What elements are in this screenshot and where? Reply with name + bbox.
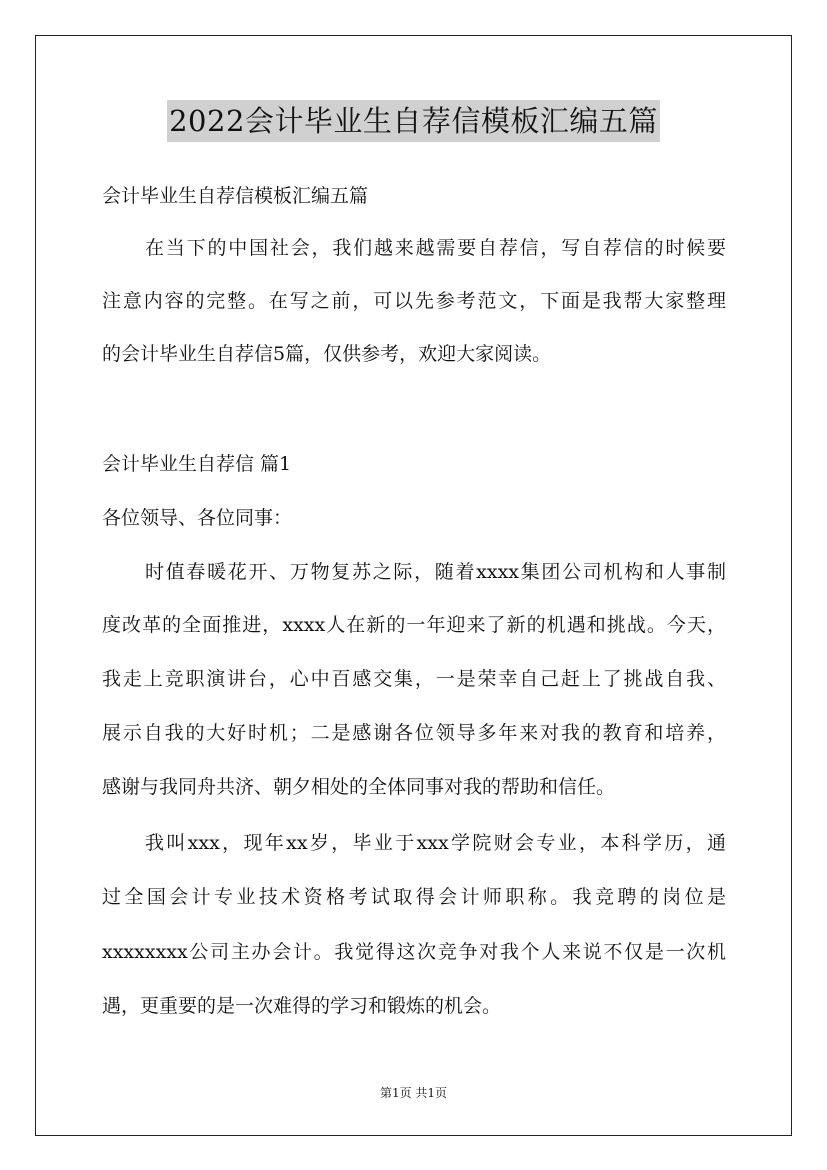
paragraph2-line-3: xxxxxxxx公司主办会计。我觉得这次竞争对我个人来说不仅是一次机 [102, 941, 726, 963]
paragraph1-line-2: 度改革的全面推进，xxxx人在新的一年迎来了新的机遇和挑战。今天， [102, 614, 726, 636]
page-footer: 第1页 共1页 [379, 1086, 448, 1100]
document-subtitle: 会计毕业生自荐信模板汇编五篇 [102, 185, 369, 207]
paragraph1-line-4: 展示自我的大好时机；二是感谢各位领导多年来对我的教育和培养， [102, 722, 726, 744]
paragraph1-line-5: 感谢与我同舟共济、朝夕相处的全体同事对我的帮助和信任。 [102, 776, 616, 798]
intro-line-1: 在当下的中国社会，我们越来越需要自荐信，写自荐信的时候要 [145, 237, 726, 259]
paragraph2-line-2: 过全国会计专业技术资格考试取得会计师职称。我竞聘的岗位是 [102, 886, 726, 908]
paragraph1-line-1: 时值春暖花开、万物复苏之际，随着xxxx集团公司机构和人事制 [145, 561, 726, 583]
paragraph2-line-4: 遇，更重要的是一次难得的学习和锻炼的机会。 [102, 995, 502, 1017]
salutation: 各位领导、各位同事： [102, 507, 293, 529]
document-title: 2022会计毕业生自荐信模板汇编五篇 [167, 100, 660, 142]
paragraph1-line-3: 我走上竞职演讲台，心中百感交集，一是荣幸自己赶上了挑战自我、 [102, 668, 726, 690]
title-container [0, 100, 827, 142]
intro-line-3: 的会计毕业生自荐信5篇，仅供参考，欢迎大家阅读。 [102, 343, 552, 365]
section-heading: 会计毕业生自荐信 篇1 [102, 453, 292, 475]
intro-line-2: 注意内容的完整。在写之前，可以先参考范文，下面是我帮大家整理 [102, 290, 726, 312]
paragraph2-line-1: 我叫xxx，现年xx岁，毕业于xxx学院财会专业，本科学历，通 [145, 832, 726, 854]
